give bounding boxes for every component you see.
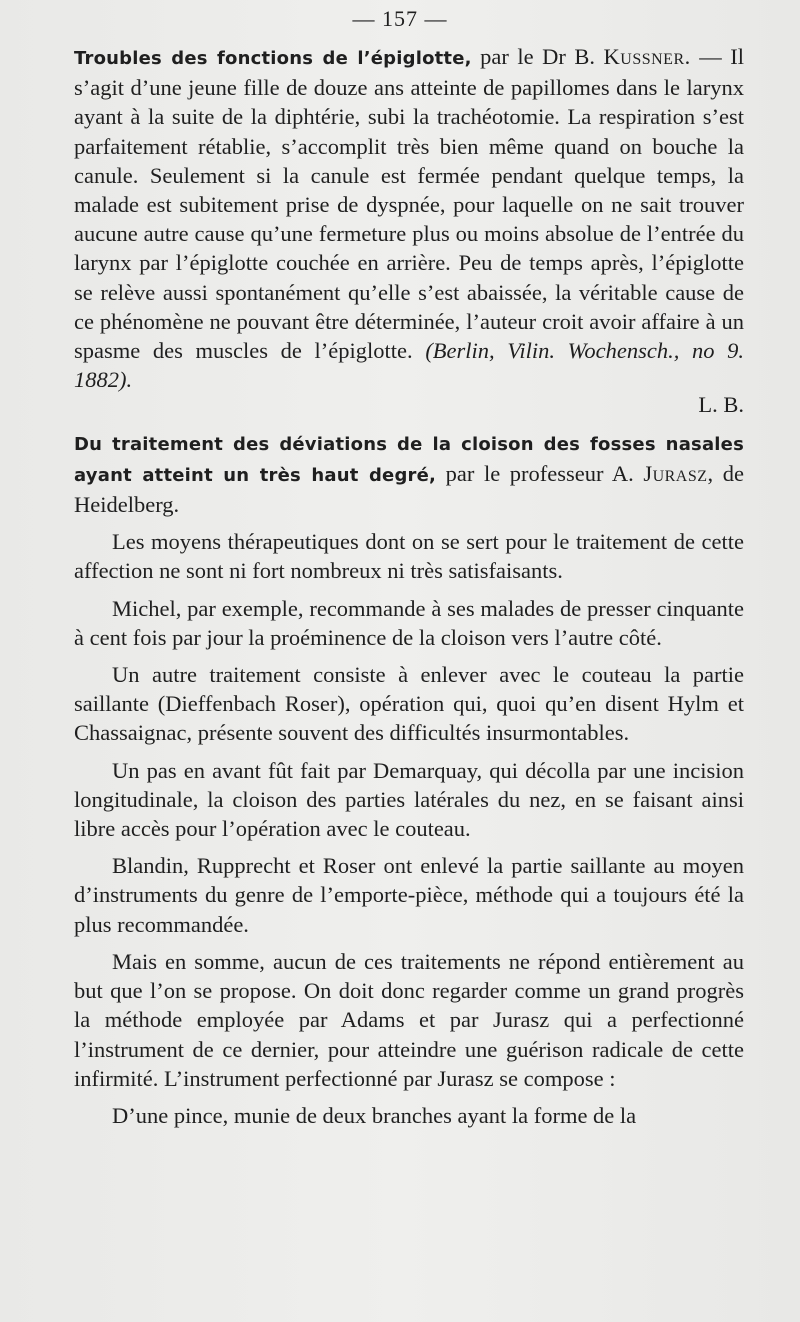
article-1-reference: (Berlin, Vilin. Wochensch., no 9. 1882). [74,338,744,393]
article-2-title: Du traitement des déviations de la cloison des fosses nasales ayant atteint un très haut degré, [74,433,744,486]
article-2-byline: par le professeur A. [436,460,644,486]
page-number: — 157 — [352,6,448,31]
article-2-paragraph: Les moyens thérapeutiques dont on se sert pour le traitement de cette affection ne sont ni fort nombreux ni très satisfaisants. [74,529,744,584]
article-2-author: Jurasz [643,460,708,486]
article-2-paragraph: D’une pince, munie de deux branches ayant la forme de la [112,1102,637,1128]
article-2-paragraph: Mais en somme, aucun de ces traitements ne répond entièrement au but que l’on se propose. On doit donc regarder comme un grand progrès la méthode employée par Adams et par Jurasz qui a perfectionné l’instrument de ce dernier, pour atteindre une guérison radicale de cette infirmité. L’instrument perfectionné par Jurasz se compose : [74,948,744,1091]
article-1-byline: par le Dr B. [471,44,604,69]
article-1-author: Kussner. [603,44,691,69]
article-2-paragraph: Un pas en avant fût fait par Demarquay, qui décolla par une incision longitudinale, la cloison des parties latérales du nez, en se faisant ainsi libre accès pour l’opération avec le couteau. [74,757,744,842]
article-2-heading [74,428,744,520]
article-1-title: Troubles des fonctions de l’épiglotte, [74,48,472,69]
article-1 [74,42,744,420]
article-2-paragraph: Michel, par exemple, recommande à ses malades de presser cinquante à cent fois par jour la proéminence de la cloison vers l’autre côté. [74,595,744,650]
article-2-paragraph: Un autre traitement consiste à enlever avec le couteau la partie saillante (Dieffenbach Roser), opération qui, quoi qu’en disent Hylm et Chassaignac, présente souvent des difficultés insurmontables. [74,662,744,746]
page-body [74,42,744,1138]
article-2-paragraph: Blandin, Rupprecht et Roser ont enlevé la partie saillante au moyen d’instruments du genre de l’emporte-pièce, méthode qui a toujours été la plus recommandée. [74,853,744,937]
article-2-place: , de Heidelberg. [74,460,744,518]
article-1-signature: L. B. [698,392,744,418]
article-1-text: — Il s’agit d’une jeune fille de douze ans atteinte de papillomes dans le larynx ayant à la suite de la diphtérie, subi la trachéotomie. La respiration s’est parfaitement rétablie, s’accomplit très bien même quand on bouche la canule. Seulement si la canule est fermée pendant quelque temps, la malade est subitement prise de dyspnée, pour laquelle on ne sait trouver aucune autre cause qu’une fermeture plus ou moins absolue de l’entrée du larynx par l’épiglotte couchée en arrière. Peu de temps après, l’épiglotte se relève aussi spontanément qu’elle s’est abaissée, la véritable cause de ce phénomène ne pouvant être déterminée, l’auteur croit avoir affaire à un spasme des muscles de l’épiglotte. [74,44,744,364]
